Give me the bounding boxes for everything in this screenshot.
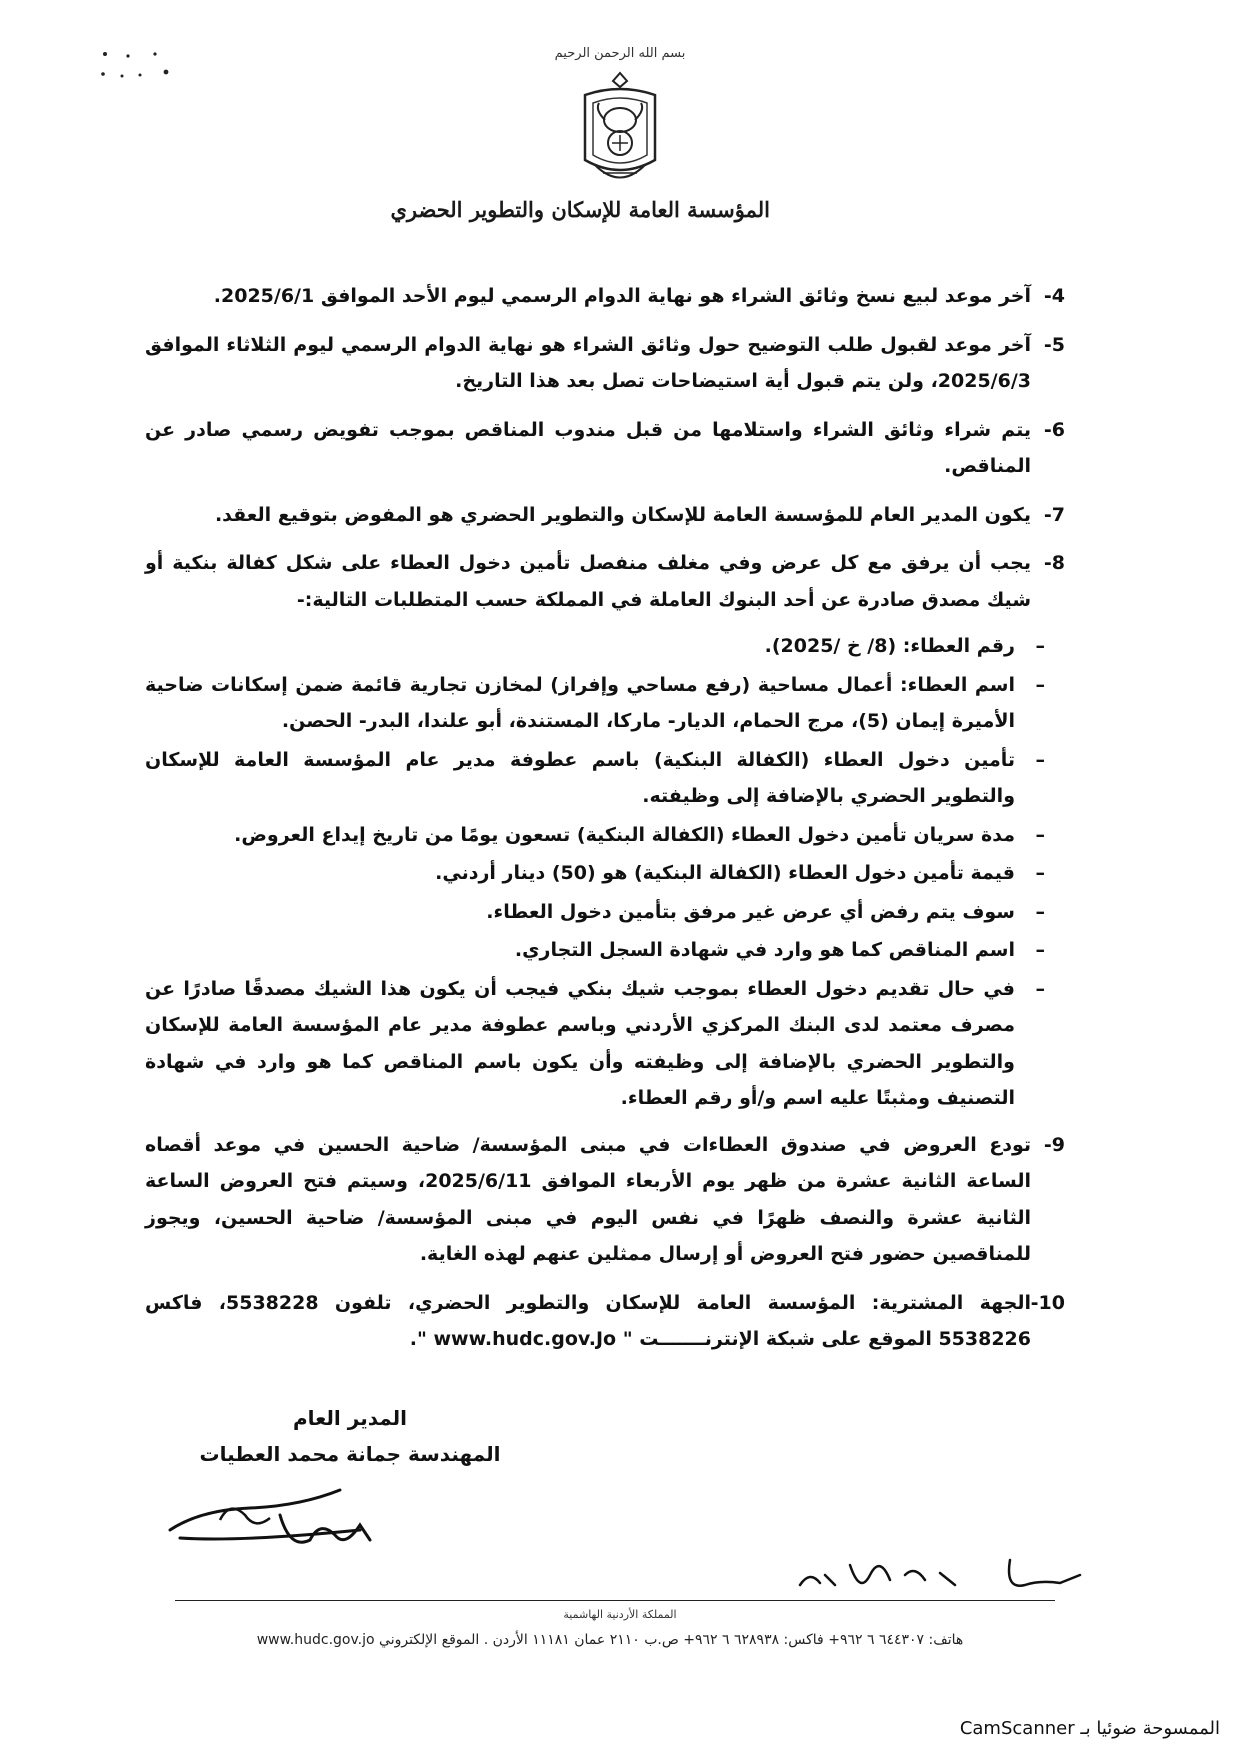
clause-number: 10- bbox=[1030, 1291, 1065, 1314]
clause-4 bbox=[145, 278, 1065, 315]
clause-number: 7- bbox=[1043, 503, 1065, 526]
clause-text-after: ". bbox=[409, 1328, 434, 1350]
list-item: – اسم العطاء: أعمال مساحية (رفع مساحي وإفراز) لمخازن تجارية قائمة ضمن إسكانات ضاحية الأميرة إيمان (5)، مرج الحمام، الديار- ماركا، المستندة، أبو علندا، البدر- الحصن. bbox=[145, 667, 1045, 740]
list-item-text: اسم المناقص كما هو وارد في شهادة السجل التجاري. bbox=[514, 939, 1015, 961]
footer-country: المملكة الأردنية الهاشمية bbox=[563, 1608, 677, 1621]
clause-10 bbox=[145, 1285, 1065, 1358]
scan-dots bbox=[100, 50, 190, 90]
signature-block bbox=[190, 1400, 510, 1472]
list-item: – اسم المناقص كما هو وارد في شهادة السجل التجاري. bbox=[145, 932, 1045, 969]
clause-text: يجب أن يرفق مع كل عرض وفي مغلف منفصل تأمين دخول العطاء على شكل كفالة بنكية أو شيك مصدق صادرة عن أحد البنوك العاملة في المملكة حسب المتطلبات التالية:- bbox=[145, 552, 1031, 611]
list-item-text: تأمين دخول العطاء (الكفالة البنكية) باسم عطوفة مدير عام المؤسسة العامة للإسكان والتطوير الحضري بالإضافة إلى وظيفته. bbox=[145, 748, 1015, 807]
clause-6 bbox=[145, 412, 1065, 485]
camscanner-watermark: الممسوحة ضوئيا بـ CamScanner bbox=[959, 1718, 1220, 1739]
footer-contact: هاتف: ٦٤٤٣٠٧ ٦ ٩٦٢+ فاكس: ٦٢٨٩٣٨ ٦ ٩٦٢+ ص.ب ٢١١٠ عمان ١١١٨١ الأردن . الموقع الإلكتروني www.hudc.gov.jo bbox=[256, 1632, 964, 1648]
clause-text: يتم شراء وثائق الشراء واستلامها من قبل مندوب المناقص بموجب تفويض رسمي صادر عن المناقص. bbox=[145, 418, 1031, 477]
clause-number: 8- bbox=[1043, 552, 1065, 574]
signatory-name: المهندسة جمانة محمد العطيات bbox=[199, 1442, 501, 1466]
letter-body bbox=[145, 278, 1065, 1370]
clause-9 bbox=[145, 1127, 1065, 1273]
clause-number: 9- bbox=[1043, 1133, 1065, 1156]
clause-text: آخر موعد لقبول طلب التوضيح حول وثائق الشراء هو نهاية الدوام الرسمي ليوم الثلاثاء الموافق 2025/6/3، ولن يتم قبول أية استيضاحات تصل بعد هذا التاريخ. bbox=[145, 333, 1031, 392]
list-item: – مدة سريان تأمين دخول العطاء (الكفالة البنكية) تسعون يومًا من تاريخ إيداع العروض. bbox=[145, 817, 1045, 854]
list-item-text: رقم العطاء: (8/ خ /2025). bbox=[764, 635, 1015, 657]
website-link[interactable]: www.hudc.gov.Jo bbox=[433, 1328, 617, 1350]
list-item: – رقم العطاء: (8/ خ /2025). bbox=[145, 628, 1045, 665]
clause-text: تودع العروض في صندوق العطاءات في مبنى المؤسسة/ ضاحية الحسين في موعد أقصاه الساعة الثانية عشرة من ظهر يوم الأربعاء الموافق 2025/6/11، وسيتم فتح العروض الساعة الثانية عشرة والنصف ظهرًا في نفس اليوم في مبنى المؤسسة/ ضاحية الحسين، ويجوز للمناقصين حضور فتح العروض أو إرسال ممثلين عنهم لهذه الغاية. bbox=[145, 1133, 1031, 1265]
list-item: – في حال تقديم دخول العطاء بموجب شيك بنكي فيجب أن يكون هذا الشيك مصدقًا صادرًا عن مصرف معتمد لدى البنك المركزي الأردني وباسم عطوفة مدير عام المؤسسة العامة للإسكان والتطوير الحضري بالإضافة إلى وظيفته وأن يكون باسم المناقص كما هو وارد في شهادة التصنيف ومثبتًا عليه اسم و/أو رقم العطاء. bbox=[145, 971, 1045, 1117]
clause-5 bbox=[145, 327, 1065, 400]
footer-divider bbox=[175, 1600, 1055, 1601]
list-item-text: سوف يتم رفض أي عرض غير مرفق بتأمين دخول العطاء. bbox=[486, 900, 1015, 923]
clause-text: يكون المدير العام للمؤسسة العامة للإسكان والتطوير الحضري هو المفوض بتوقيع العقد. bbox=[214, 503, 1031, 526]
list-item-text: مدة سريان تأمين دخول العطاء (الكفالة البنكية) تسعون يومًا من تاريخ إيداع العروض. bbox=[234, 823, 1015, 846]
org-name: المؤسسة العامة للإسكان والتطوير الحضري bbox=[390, 197, 770, 222]
jordan-coat-of-arms-icon bbox=[565, 65, 675, 195]
clause-text-before: الجهة المشترية: المؤسسة العامة للإسكان والتطوير الحضري، تلفون 5538228، فاكس 5538226 الموقع على شبكة الإنترنـــــــت " bbox=[145, 1291, 1031, 1350]
clause-text bbox=[145, 1285, 1031, 1358]
clause-text: آخر موعد لبيع نسخ وثائق الشراء هو نهاية الدوام الرسمي ليوم الأحد الموافق 2025/6/1. bbox=[213, 285, 1031, 307]
handwritten-signature bbox=[160, 1480, 420, 1560]
basmala: بسم الله الرحمن الرحيم bbox=[554, 46, 686, 61]
clause-number: 4- bbox=[1043, 285, 1065, 307]
letterhead bbox=[390, 45, 770, 245]
list-item: – سوف يتم رفض أي عرض غير مرفق بتأمين دخول العطاء. bbox=[145, 894, 1045, 931]
clause-number: 5- bbox=[1043, 333, 1065, 356]
signatory-title: المدير العام bbox=[292, 1406, 408, 1430]
list-item-text: في حال تقديم دخول العطاء بموجب شيك بنكي فيجب أن يكون هذا الشيك مصدقًا صادرًا عن مصرف معتمد لدى البنك المركزي الأردني وباسم عطوفة مدير عام المؤسسة العامة للإسكان والتطوير الحضري بالإضافة إلى وظيفته وأن يكون باسم المناقص كما هو وارد في شهادة التصنيف ومثبتًا عليه اسم و/أو رقم العطاء. bbox=[145, 977, 1015, 1109]
clause-7 bbox=[145, 497, 1065, 534]
clause-number: 6- bbox=[1043, 418, 1065, 441]
list-item-text: اسم العطاء: أعمال مساحية (رفع مساحي وإفراز) لمخازن تجارية قائمة ضمن إسكانات ضاحية الأميرة إيمان (5)، مرج الحمام، الديار- ماركا، المستندة، أبو علندا، البدر- الحصن. bbox=[145, 673, 1015, 732]
list-item: – قيمة تأمين دخول العطاء (الكفالة البنكية) هو (50) دينار أردني. bbox=[145, 855, 1045, 892]
list-item-text: قيمة تأمين دخول العطاء (الكفالة البنكية) هو (50) دينار أردني. bbox=[435, 862, 1015, 884]
clause-8 bbox=[145, 545, 1065, 618]
list-item: – تأمين دخول العطاء (الكفالة البنكية) باسم عطوفة مدير عام المؤسسة العامة للإسكان والتطوير الحضري بالإضافة إلى وظيفته. bbox=[145, 742, 1045, 815]
tender-requirements-list bbox=[145, 628, 1065, 1117]
handwritten-date bbox=[780, 1545, 1100, 1600]
